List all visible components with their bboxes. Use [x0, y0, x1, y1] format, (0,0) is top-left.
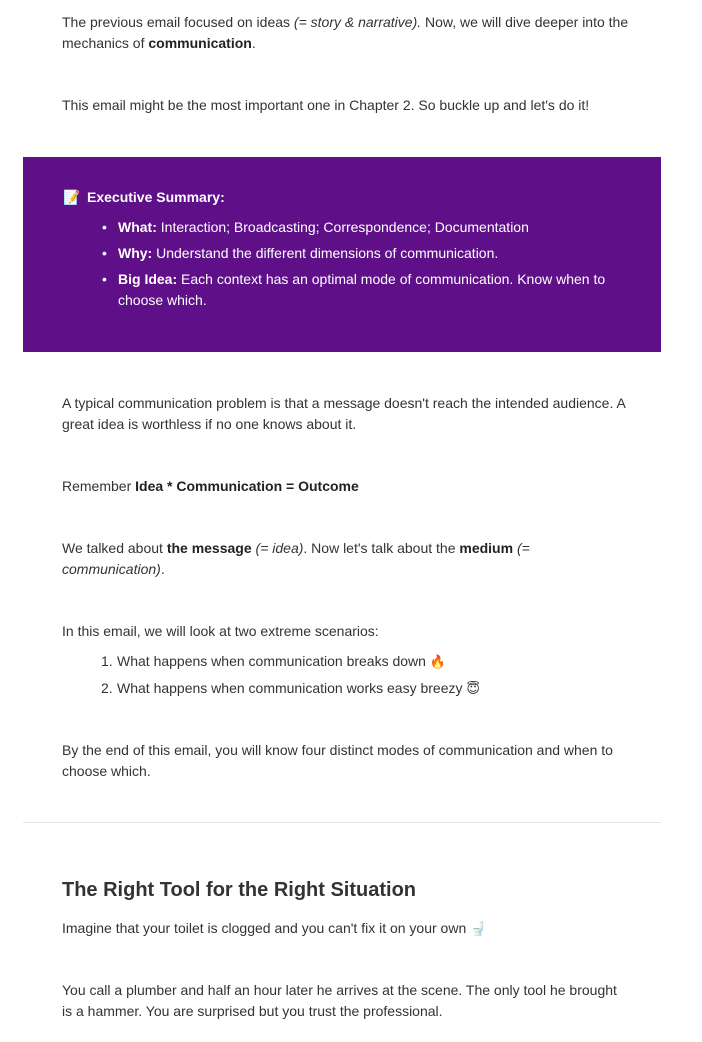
body-paragraph-6: In this email, we will look at two extreme scenarios: — [62, 623, 379, 639]
executive-summary-title: 📝 Executive Summary: — [63, 189, 225, 205]
list-item: 2. What happens when communication works easy breezy 😇 — [101, 680, 480, 697]
scenario-list — [101, 651, 480, 705]
body-paragraph-7: By the end of this email, you will know four distinct modes of communication and when to choose which. — [62, 742, 613, 779]
list-item: • Why: Understand the different dimensions of communication. — [118, 243, 618, 264]
halo-face-icon: 😇 — [466, 682, 480, 697]
executive-summary-box — [23, 157, 661, 352]
toilet-icon: 🚽 — [470, 922, 487, 937]
body-paragraph-4: Remember Idea * Communication = Outcome — [62, 478, 359, 494]
section-heading: The Right Tool for the Right Situation — [62, 879, 417, 901]
body-paragraph-5: We talked about the message (= idea). Now let's talk about the medium (= communication). — [62, 540, 530, 577]
list-item: • Big Idea: Each context has an optimal mode of communication. Know when to choose which. — [118, 269, 618, 311]
list-item: • What: Interaction; Broadcasting; Correspondence; Documentation — [118, 217, 618, 238]
body-paragraph-3: A typical communication problem is that a message doesn't reach the intended audience. A great idea is worthless if no one knows about it. — [62, 395, 626, 432]
intro-paragraph-1: The previous email focused on ideas (= story & narrative). Now, we will dive deeper into the mechanics of communication. — [62, 14, 629, 51]
list-item: 1. What happens when communication breaks down 🔥 — [101, 653, 447, 670]
section-paragraph-2: You call a plumber and half an hour later he arrives at the scene. The only tool he brought is a hammer. You are surprised but you trust the professional. — [62, 982, 617, 1019]
section-divider — [23, 822, 661, 823]
fire-icon: 🔥 — [429, 655, 447, 670]
memo-icon: 📝 — [63, 189, 81, 205]
intro-paragraph-2: This email might be the most important one in Chapter 2. So buckle up and let's do it! — [62, 97, 590, 113]
section-paragraph-1: Imagine that your toilet is clogged and you can't fix it on your own 🚽 — [62, 920, 487, 937]
executive-summary-list — [118, 217, 618, 316]
